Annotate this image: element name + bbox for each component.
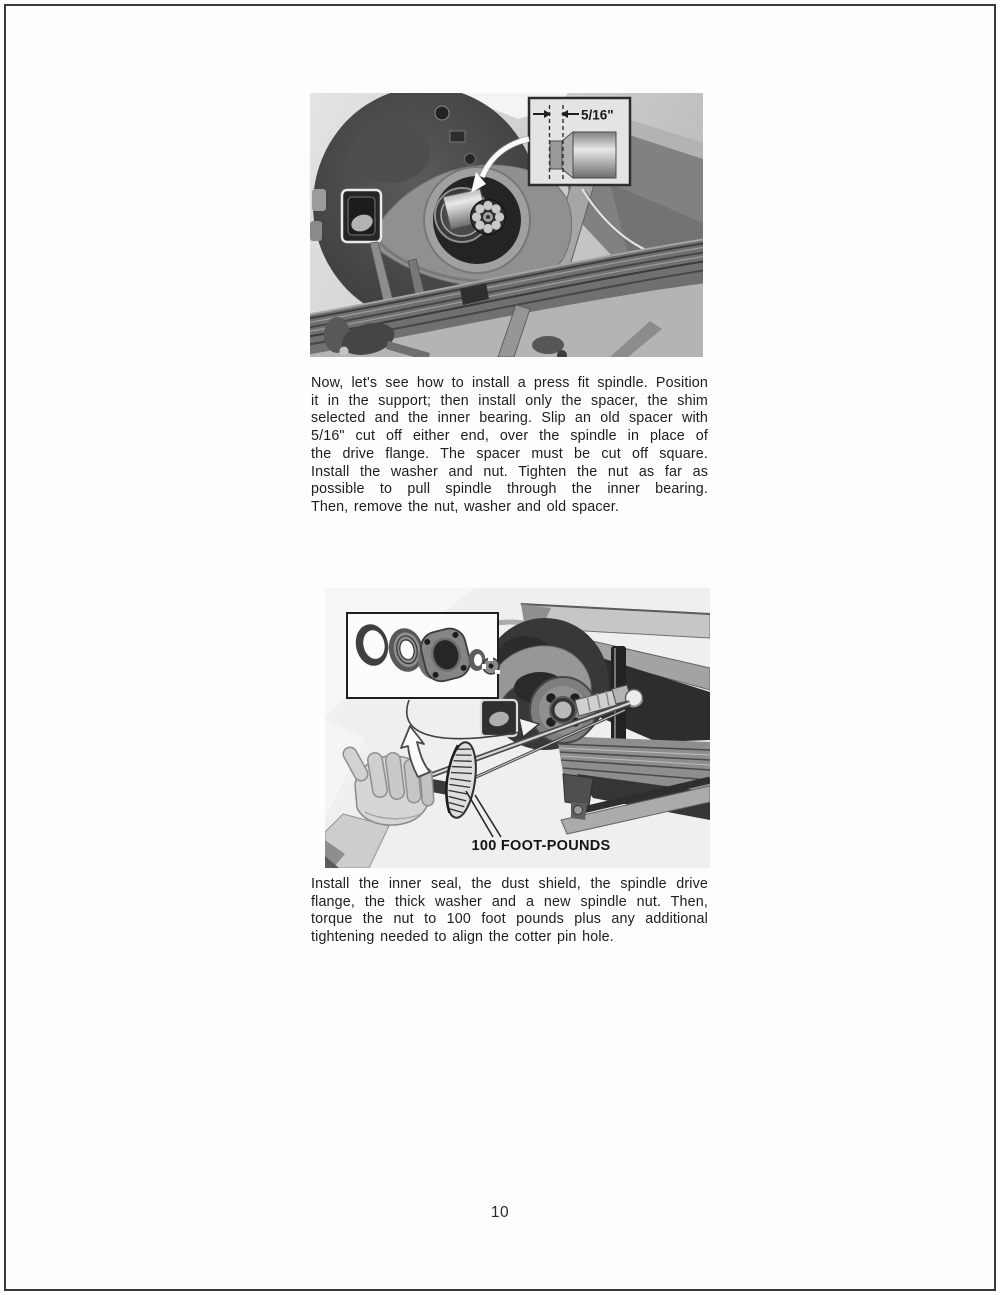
spacer-inset-diagram	[529, 98, 630, 185]
torque-wrench-photo	[325, 588, 710, 868]
inset-dimension-label: 5/16"	[581, 107, 614, 123]
torque-label: 100 FOOT-POUNDS	[471, 838, 611, 854]
spring-seat-bracket	[342, 190, 381, 242]
body-text-line: tightening needed to align the cotter pin hole.	[311, 929, 614, 946]
body-text-line: Then, remove the nut, washer and old spacer.	[311, 498, 619, 515]
body-text-line: Now, let's see how to install a press fit spindle. Position	[311, 375, 708, 391]
body-text-line: 5/16" cut off either end, over the spindle in place of	[311, 428, 708, 445]
body-text-line: Install the washer and nut. Tighten the nut as far as	[311, 463, 708, 480]
body-text-line: the drive flange. The spacer must be cut off square.	[311, 445, 708, 462]
paragraph-press-fit-spindle	[311, 375, 708, 517]
body-text-line: it in the support; then install only the spacer, the shim	[311, 392, 708, 409]
body-text-line: torque the nut to 100 foot pounds plus any additional	[311, 911, 708, 928]
body-text-line: flange, the thick washer and a new spindle nut. Then,	[311, 893, 708, 910]
paragraph-torque-instructions	[311, 876, 708, 947]
page-number: 10	[490, 1204, 510, 1221]
exploded-parts-inset	[347, 613, 500, 698]
body-text-line: selected and the inner bearing. Slip an old spacer with	[311, 410, 708, 427]
body-text-line: Install the inner seal, the dust shield, the spindle drive	[311, 876, 708, 892]
spindle-support-photo	[310, 93, 703, 357]
body-text-line: possible to pull spindle through the inner bearing.	[311, 481, 708, 498]
